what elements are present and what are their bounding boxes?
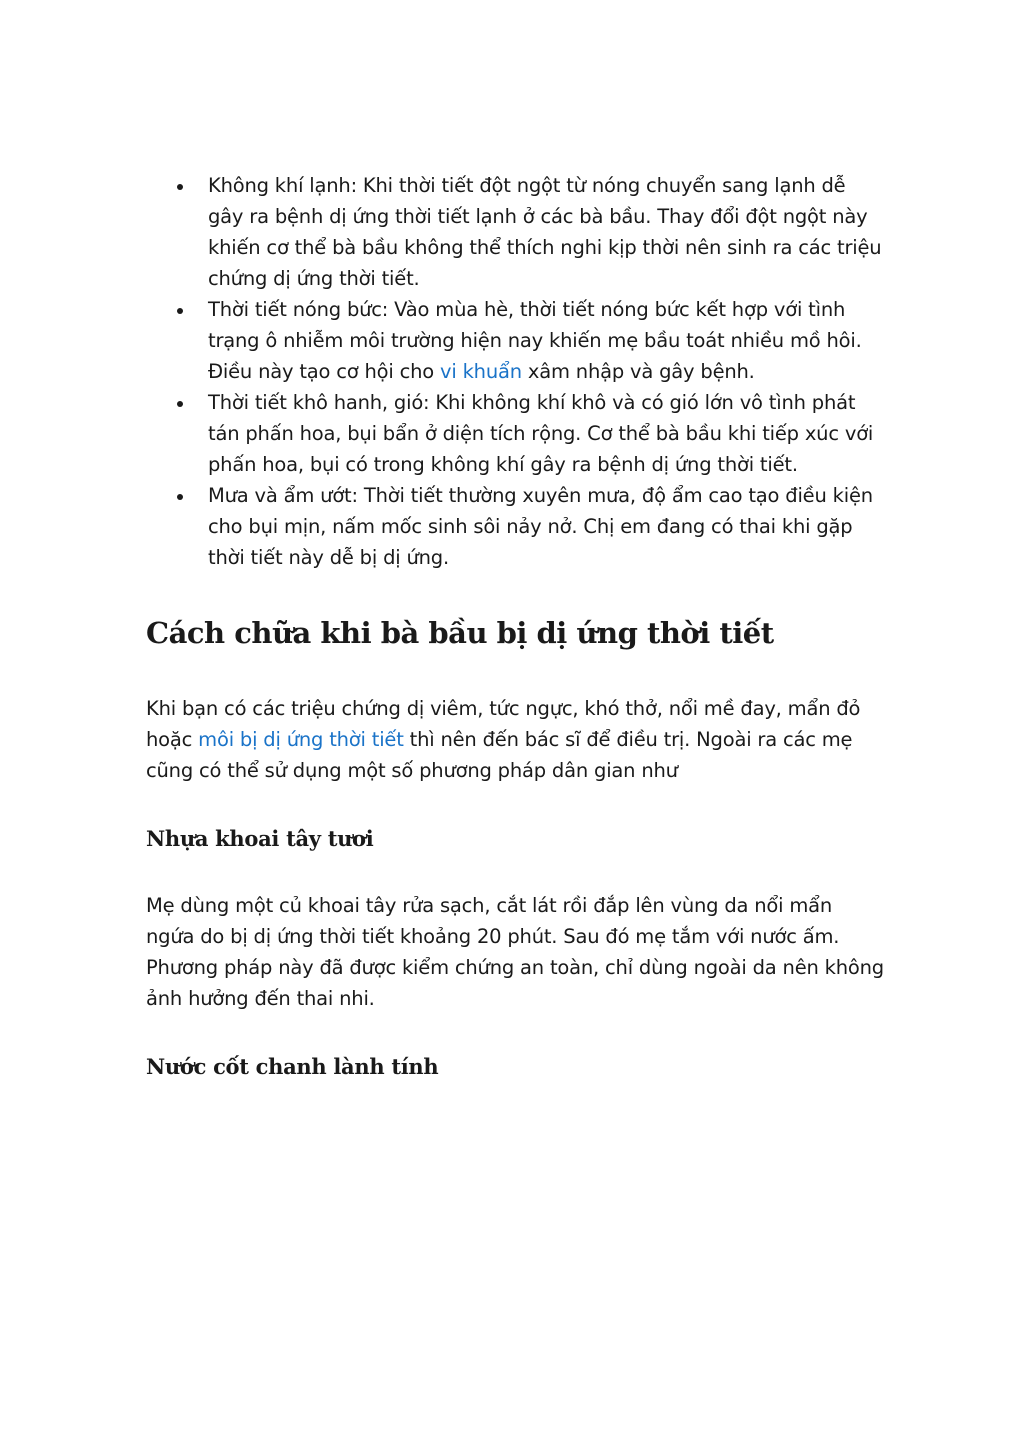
list-item-text-before-link: Thời tiết nóng bức: Vào mùa hè, thời tiết nóng bức kết hợp với tình trạng ô nhiễm môi trường hiện nay khiến mẹ bầu toát nhiều mồ hôi. Điều này tạo cơ hội cho	[208, 298, 862, 383]
intro-text-before-link: Khi bạn có các triệu chứng dị viêm, tức ngực, khó thở, nổi mề đay, mẩn đỏ hoặc	[146, 697, 861, 751]
bullet-icon	[177, 308, 183, 314]
bullet-icon	[177, 401, 183, 407]
bullet-icon	[177, 184, 183, 190]
document-page	[146, 170, 886, 1082]
link-vi-khuan[interactable]: vi khuẩn	[440, 360, 522, 383]
section-heading: Cách chữa khi bà bầu bị dị ứng thời tiết	[146, 616, 774, 650]
intro-paragraph	[146, 693, 886, 786]
subsection-body-potato: Mẹ dùng một củ khoai tây rửa sạch, cắt lát rồi đắp lên vùng da nổi mẩn ngứa do bị dị ứng thời tiết khoảng 20 phút. Sau đó mẹ tắm với nước ấm. Phương pháp này đã được kiểm chứng an toàn, chỉ dùng ngoài da nên không ảnh hưởng đến thai nhi.	[146, 894, 884, 1010]
list-item	[146, 480, 886, 573]
list-item-text: Thời tiết khô hanh, gió: Khi không khí khô và có gió lớn vô tình phát tán phấn hoa, bụi bẩn ở diện tích rộng. Cơ thể bà bầu khi tiếp xúc với phấn hoa, bụi có trong không khí gây ra bệnh dị ứng thời tiết.	[208, 391, 874, 476]
list-item-text-after-link: xâm nhập và gây bệnh.	[521, 360, 755, 383]
intro-text-after-link: thì nên đến bác sĩ để điều trị. Ngoài ra các mẹ cũng có thể sử dụng một số phương pháp dân gian như	[146, 728, 853, 782]
cause-list	[146, 170, 886, 573]
list-item	[146, 387, 886, 480]
list-item-text: Mưa và ẩm ướt: Thời tiết thường xuyên mưa, độ ẩm cao tạo điều kiện cho bụi mịn, nấm mốc sinh sôi nảy nở. Chị em đang có thai khi gặp thời tiết này dễ bị dị ứng.	[208, 484, 873, 569]
list-item	[146, 170, 886, 294]
list-item-text: Không khí lạnh: Khi thời tiết đột ngột từ nóng chuyển sang lạnh dễ gây ra bệnh dị ứng thời tiết lạnh ở các bà bầu. Thay đổi đột ngột này khiến cơ thể bà bầu không thể thích nghi kịp thời nên sinh ra các triệu chứng dị ứng thời tiết.	[208, 174, 882, 290]
bullet-icon	[177, 494, 183, 500]
list-item	[146, 294, 886, 387]
subsection-heading-potato: Nhựa khoai tây tươi	[146, 826, 374, 851]
subsection-heading-lemon: Nước cốt chanh lành tính	[146, 1054, 439, 1079]
link-moi-bi-di-ung[interactable]: môi bị dị ứng thời tiết	[198, 728, 404, 751]
